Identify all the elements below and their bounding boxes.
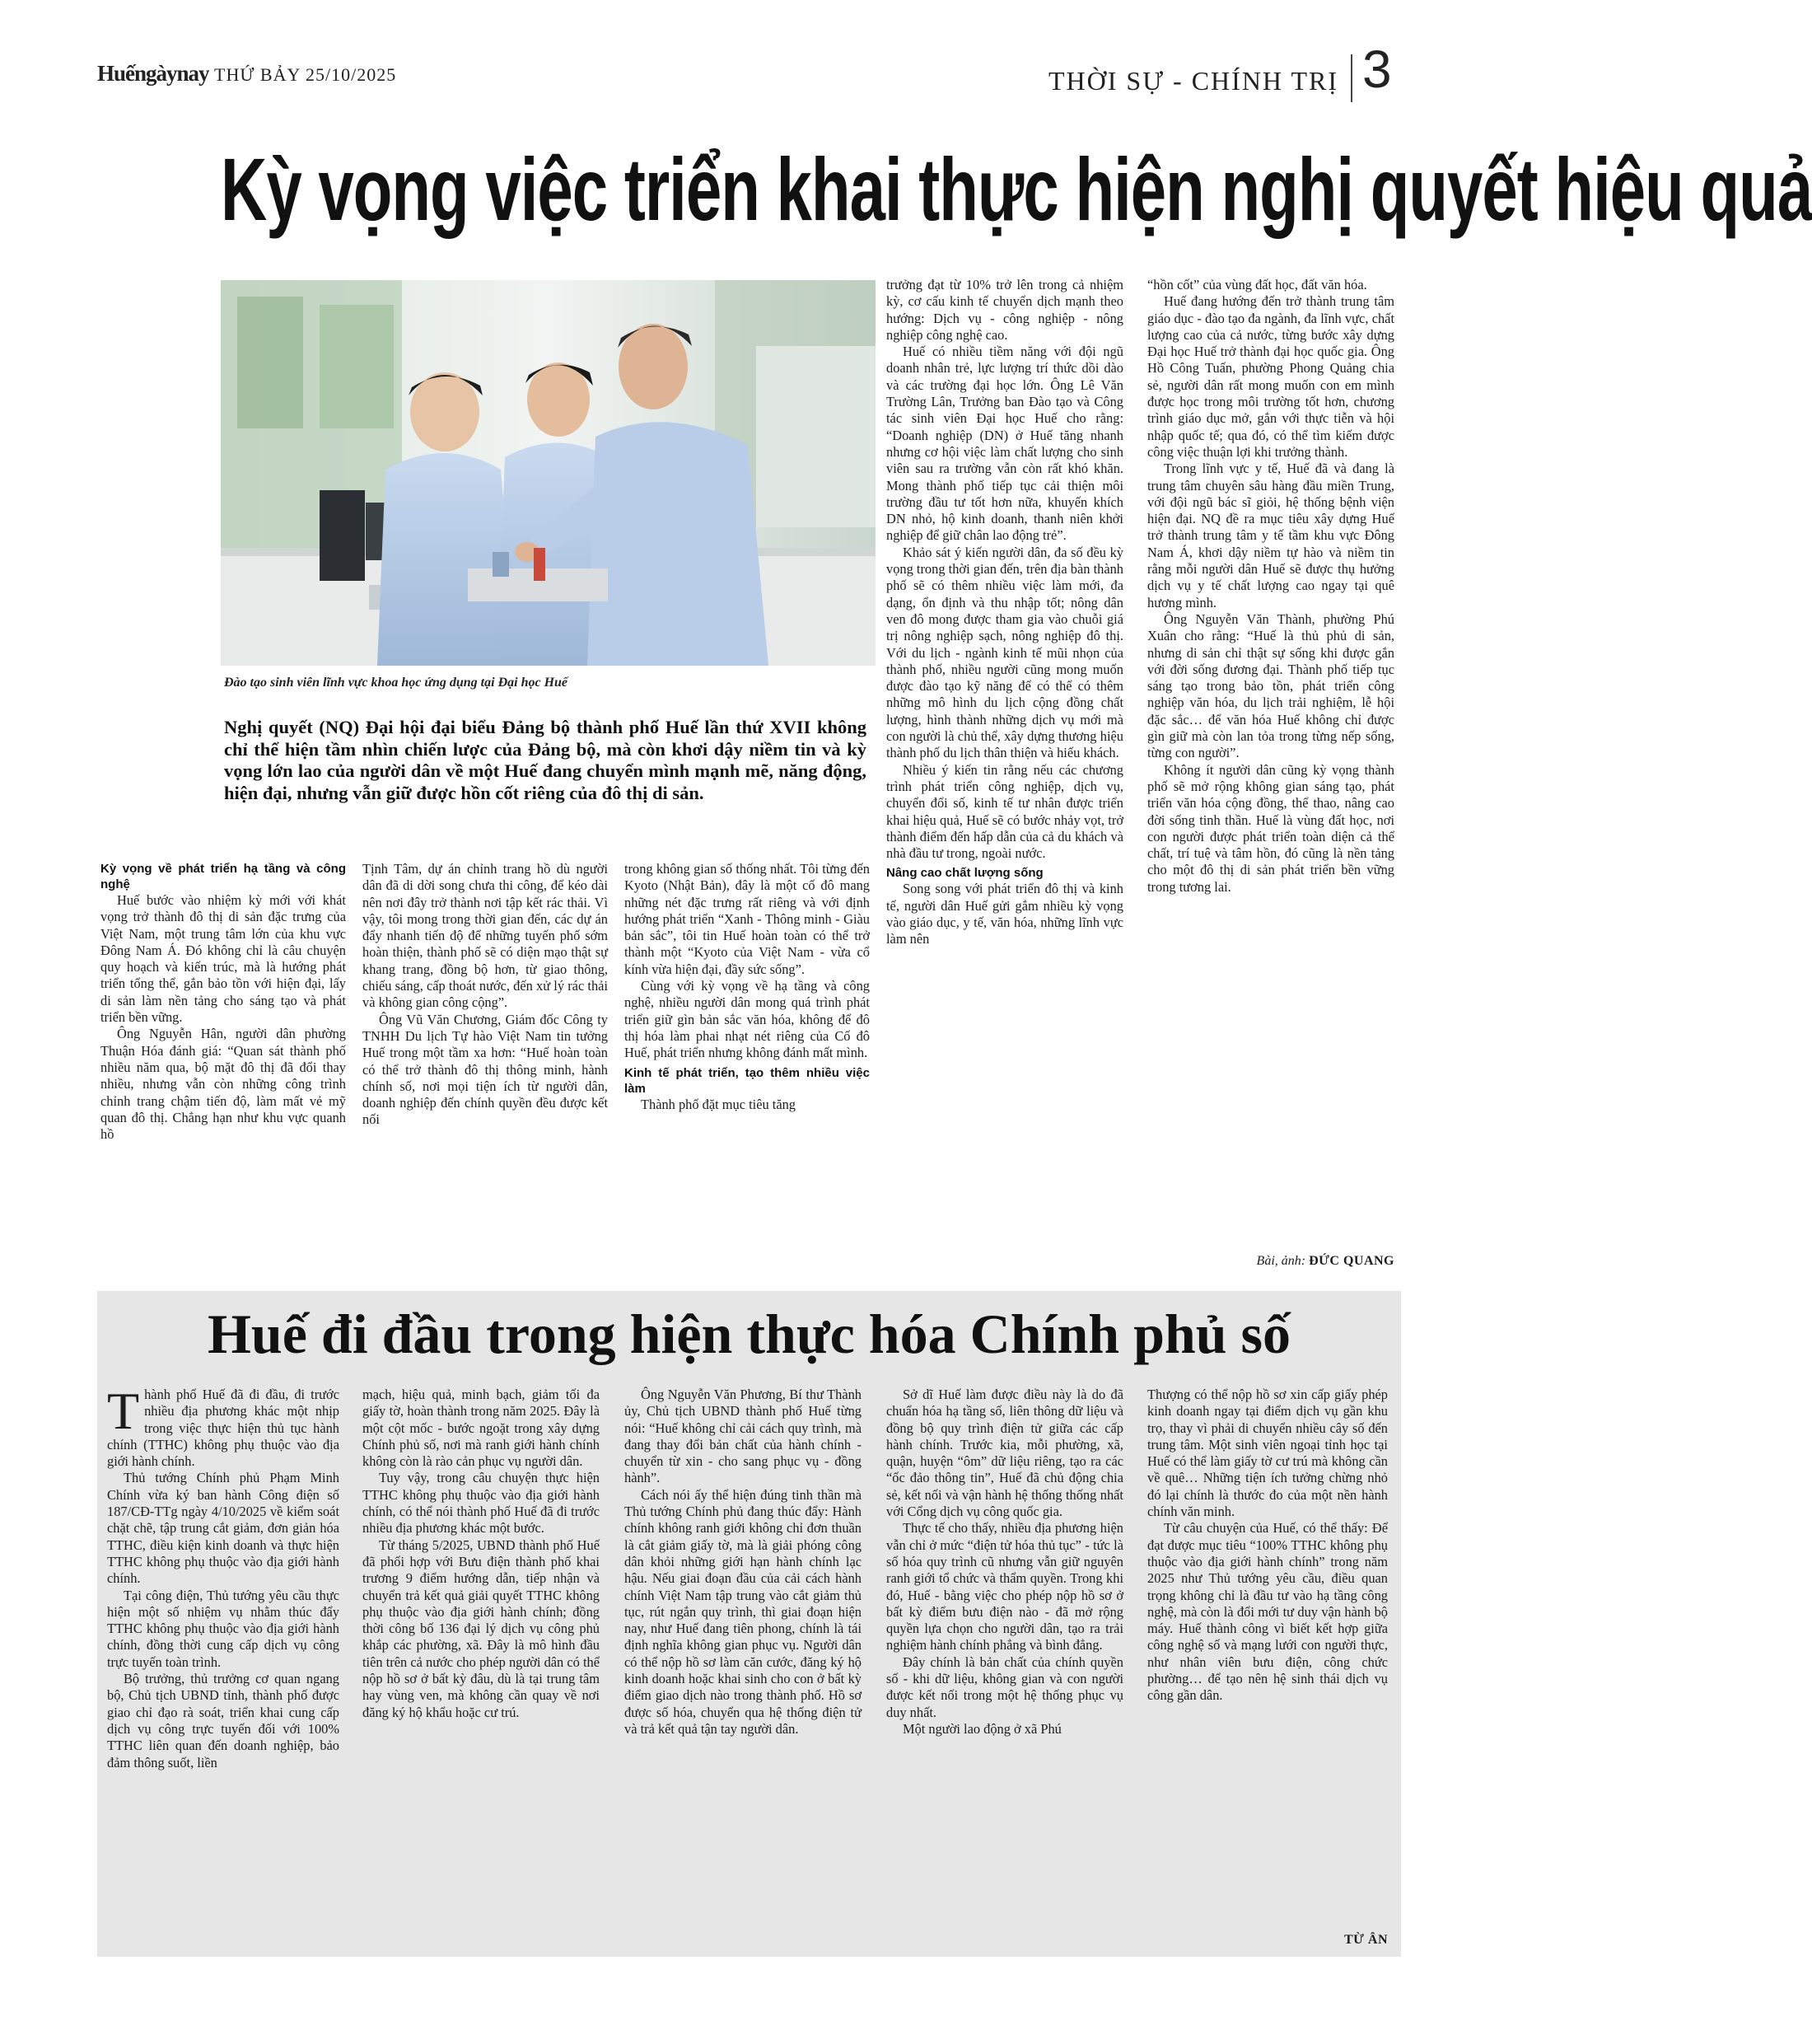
paragraph: Bộ trưởng, thủ trưởng cơ quan ngang bộ, Chủ tịch UBND tỉnh, thành phố được giao chỉ đạo rà soát, triển khai cung cấp dịch vụ công trực tuyến đối với 100% TTHC liên quan đến doanh nghiệp, bảo đảm thông suốt, liền xyxy=(107,1671,339,1770)
article2-headline: Huế đi đầu trong hiện thực hóa Chính phủ số xyxy=(207,1303,1291,1365)
paragraph: Ông Vũ Văn Chương, Giám đốc Công ty TNHH Du lịch Tự hào Việt Nam tin tưởng Huế trong một tầm xa hơn: “Huế hoàn toàn có thể trở thành đô thị thông minh, hành chính số, nơi mọi tiện ích từ người dân, doanh nghiệp đến chính quyền đều được kết nối xyxy=(362,1011,608,1128)
article1-byline xyxy=(1147,1254,1394,1269)
paragraph: Cùng với kỳ vọng về hạ tầng và công nghệ, nhiều người dân mong quá trình phát triển giữ gìn bản sắc văn hóa, không để đô thị hóa làm phai nhạt nét riêng của Cố đô Huế, phát triển nhưng không đánh mất mình. xyxy=(624,978,870,1061)
article1-photo xyxy=(221,280,876,666)
article1-headline: Kỳ vọng việc triển khai thực hiện nghị quyết hiệu quả xyxy=(221,139,1812,240)
paragraph: Tuy vậy, trong câu chuyện thực hiện TTHC không phụ thuộc vào địa giới hành chính, có thể nói thành phố Huế đã đi trước nhiều địa phương khác một bước. xyxy=(362,1470,600,1537)
article2-column-4 xyxy=(886,1387,1123,1738)
paragraph: Từ tháng 5/2025, UBND thành phố Huế đã phối hợp với Bưu điện thành phố khai trương 9 điểm hướng dẫn, tiếp nhận và chuyển trả kết quả giải quyết TTHC không phụ thuộc vào địa giới hành chính; đồng thời công bố 136 đại lý dịch vụ công phủ khắp các phường, xã. Đây là mô hình đầu tiên trên cả nước cho phép người dân có thể nộp hồ sơ ở bất kỳ đâu, dù là tại trung tâm hay vùng ven, mà không cần quay về nơi đăng ký hộ khẩu hoặc cư trú. xyxy=(362,1537,600,1720)
paragraph: Một người lao động ở xã Phú xyxy=(903,1720,1062,1737)
paragraph: trưởng đạt từ 10% trở lên trong cả nhiệm kỳ, cơ cấu kinh tế chuyển dịch mạnh theo hướng: Dịch vụ - công nghiệp - nông nghiệp công nghệ cao. xyxy=(886,277,1123,343)
subhead-quality-of-life: Nâng cao chất lượng sống xyxy=(886,866,1044,881)
article2-column-5 xyxy=(1147,1387,1388,1705)
masthead-logo: Huếngàynay xyxy=(97,61,209,86)
header-divider xyxy=(1351,54,1352,102)
paragraph: Từ câu chuyện của Huế, có thể thấy: Để đạt được mục tiêu “100% TTHC không phụ thuộc vào địa giới hành chính” trong năm 2025 như Thủ tướng yêu cầu, điều quan trọng không chỉ là đầu tư vào hạ tầng công nghệ, mà còn là đổi mới tư duy vận hành bộ máy. Huế thành công vì biết kết hợp giữa công nghệ số và mạng lưới con người thực, như nhân viên bưu điện, công chức phường… để tạo nên hệ sinh thái dịch vụ công gần dân. xyxy=(1147,1520,1388,1704)
issue-date: THỨ BẢY 25/10/2025 xyxy=(214,64,397,85)
article2-column-3 xyxy=(624,1387,862,1738)
paragraph: Huế đang hướng đến trở thành trung tâm giáo dục - đào tạo đa ngành, đa lĩnh vực, chất lượng cao của cả nước, từng bước xây dựng Đại học Huế trở thành đại học quốc gia. Ông Hồ Công Tuấn, phường Phong Quảng chia sẻ, người dân rất mong muốn con em mình được học trong môi trường tốt hơn, chương trình giáo dục mở, gắn với thực tiễn và hội nhập quốc tế; qua đó, có thể tìm kiếm được công việc thuận lợi khi trưởng thành. xyxy=(1147,293,1394,460)
paragraph: Thượng có thể nộp hồ sơ xin cấp giấy phép kinh doanh ngay tại điểm dịch vụ gần khu trọ, thay vì phải di chuyển nhiều cây số đến trung tâm. Một sinh viên ngoại tỉnh học tại Huế có thể làm giấy tờ cư trú mà không cần về quê… Những tiện ích tưởng chừng nhỏ đó lại chính là thước đo của một nền hành chính văn minh. xyxy=(1147,1387,1388,1520)
subhead-economy: Kinh tế phát triển, tạo thêm nhiều việc làm xyxy=(624,1065,870,1096)
paragraph: Huế bước vào nhiệm kỳ mới với khát vọng trở thành đô thị di sản đặc trưng của Việt Nam, một trung tâm lớn của khu vực Đông Nam Á. Đó không chỉ là câu chuyện quy hoạch và kiến trúc, mà là hướng phát triển tổng thể, gắn bảo tồn với hiện đại, lấy di sản làm nền tảng cho sáng tạo và phát triển bền vững. xyxy=(100,892,346,1026)
byline-author: ĐỨC QUANG xyxy=(1309,1254,1394,1268)
article1-column-5 xyxy=(1147,277,1394,896)
article2-column-2 xyxy=(362,1387,600,1721)
paragraph: Ông Nguyễn Hân, người dân phường Thuận Hóa đánh giá: “Quan sát thành phố nhiều năm qua, bộ mặt đô thị đã đổi thay nhiều, nhưng vẫn còn những công trình chỉnh trang chậm tiến độ, làm mất vẻ mỹ quan đô thị. Chẳng hạn như khu vực quanh hồ xyxy=(100,1026,346,1143)
paragraph: Tại công điện, Thủ tướng yêu cầu thực hiện một số nhiệm vụ nhằm thúc đẩy TTHC không phụ thuộc vào địa giới hành chính, đồng thời cung cấp dịch vụ công trực tuyến toàn trình. xyxy=(107,1587,339,1670)
section-title: THỜI SỰ - CHÍNH TRỊ xyxy=(1048,66,1338,96)
article1-column-2 xyxy=(362,861,608,1129)
paragraph: trong không gian số thống nhất. Tôi từng đến Kyoto (Nhật Bản), đây là một cố đô mang những nét đặc trưng rất riêng và với định hướng phát triển “Xanh - Thông minh - Giàu bản sắc”, tôi tin Huế hoàn toàn có thể trở thành một “Kyoto của Việt Nam - vừa cổ kính vừa hiện đại, đầy sức sống”. xyxy=(624,861,870,977)
article1-lede: Nghị quyết (NQ) Đại hội đại biểu Đảng bộ thành phố Huế lần thứ XVII không chỉ thể hiện tầm nhìn chiến lược của Đảng bộ, mà còn khơi dậy niềm tin và kỳ vọng lớn lao của người dân về một Huế đang chuyển mình mạnh mẽ, năng động, hiện đại, nhưng vẫn giữ được hồn cốt riêng của đô thị di sản. xyxy=(224,717,866,803)
paragraph: Ông Nguyễn Văn Phương, Bí thư Thành ủy, Chủ tịch UBND thành phố Huế từng nói: “Huế không chỉ cải cách quy trình, mà đang thay đổi bản chất của hành chính - chuyển từ xin - cho sang phục vụ - đồng hành”. xyxy=(624,1387,862,1486)
paragraph: Trong lĩnh vực y tế, Huế đã và đang là trung tâm chuyên sâu hàng đầu miền Trung, với đội ngũ bác sĩ giỏi, hệ thống bệnh viện hiện đại. NQ đề ra mục tiêu xây dựng Huế trở thành trung tâm y tế tầm khu vực Đông Nam Á, khơi dậy niềm tự hào và niềm tin rằng mỗi người dân Huế sẽ được thụ hưởng dịch vụ y tế chất lượng cao ngay tại quê hương mình. xyxy=(1147,461,1394,610)
paragraph: Tịnh Tâm, dự án chỉnh trang hồ dù người dân đã di dời song chưa thi công, để kéo dài nên nơi đây trở thành nơi tập kết rác thải. Vì vậy, tôi mong trong thời gian đến, các dự án đẩy nhanh tiến độ để những tuyến phố sớm hoàn thiện, thành phố sẽ có diện mạo thật sự khang trang, đồng bộ hơn, từ giao thông, chiếu sáng, cấp thoát nước, đến xử lý rác thải và không gian công cộng”. xyxy=(362,861,608,1011)
article2-byline xyxy=(1147,1933,1388,1948)
paragraph: Không ít người dân cũng kỳ vọng thành phố sẽ mở rộng không gian sáng tạo, phát triển văn hóa cộng đồng, thể thao, nâng cao đời sống tinh thần. Huế là vùng đất học, nơi con người được phát triển toàn diện cả thể chất, trí tuệ và tâm hồn, đó cũng là nền tảng cho một đô thị di sản phát triển bền vững trong tương lai. xyxy=(1147,761,1394,895)
paragraph: Nhiều ý kiến tin rằng nếu các chương trình phát triển công nghiệp, dịch vụ, chuyển đổi số, kinh tế tư nhân được triển khai hiệu quả, Huế sẽ có bước nhảy vọt, trở thành điểm đến hấp dẫn của cả du khách và nhà đầu tư trong, ngoài nước. xyxy=(886,761,1123,862)
byline-label: Bài, ảnh: xyxy=(1256,1254,1306,1268)
paragraph: “hồn cốt” của vùng đất học, đất văn hóa. xyxy=(1147,277,1367,292)
paragraph: Sở dĩ Huế làm được điều này là do đã chuẩn hóa hạ tầng số, liên thông dữ liệu và đồng bộ quy trình điện tử giữa các cấp hành chính. Trước kia, mỗi phường, xã, quận, huyện “ôm” dữ liệu riêng, tạo ra các “ốc đảo thông tin”, Huế đã chủ động chia sẻ, kết nối và vận hành hệ thống thống nhất với Cổng dịch vụ công quốc gia. xyxy=(886,1387,1123,1520)
paragraph: Đây chính là bản chất của chính quyền số - khi dữ liệu, không gian và con người được kết nối trong một hệ thống phục vụ duy nhất. xyxy=(886,1653,1123,1720)
paragraph: Song song với phát triển đô thị và kinh tế, người dân Huế gửi gắm nhiều kỳ vọng vào giáo dục, y tế, văn hóa, những lĩnh vực làm nên xyxy=(886,881,1123,947)
article1-column-4 xyxy=(886,277,1123,948)
paragraph: Cách nói ấy thể hiện đúng tinh thần mà Thủ tướng Chính phủ đang thúc đẩy: Hành chính không ranh giới không chỉ đơn thuần là cắt giảm giấy tờ, mà là giải phóng công dân khỏi những giới hạn hành chính lạc hậu. Nếu giai đoạn đầu của cải cách hành chính Việt Nam tập trung vào cắt giảm thủ tục, rút ngắn quy trình, thì giai đoạn hiện nay, như Huế đang tiên phong, chính là tái định nghĩa không gian phục vụ. Người dân có thể nộp hồ sơ làm căn cước, đăng ký hộ kinh doanh hoặc khai sinh cho con ở bất kỳ điểm giao dịch nào trong thành phố. Hồ sơ được số hóa, chuyển qua hệ thống điện tử và trả kết quả tận tay người dân. xyxy=(624,1486,862,1737)
paragraph: mạch, hiệu quả, minh bạch, giảm tối đa giấy tờ, hoàn thành trong năm 2025. Đây là một cột mốc - bước ngoặt trong xây dựng Chính phủ số, nơi mà ranh giới hành chính không còn là rào cản phục vụ người dân. xyxy=(362,1387,600,1470)
paragraph: Thủ tướng Chính phủ Phạm Minh Chính vừa ký ban hành Công điện số 187/CĐ-TTg ngày 4/10/2025 về kiểm soát chặt chẽ, tập trung cắt giảm, đơn giản hóa TTHC, điều kiện kinh doanh và thực hiện TTHC không phụ thuộc vào địa giới hành chính. xyxy=(107,1470,339,1587)
paragraph: Thành phố Huế đã đi đầu, đi trước nhiều địa phương khác một nhịp trong việc thực hiện thủ tục hành chính (TTHC) không phụ thuộc vào địa giới hành chính. xyxy=(107,1382,339,1470)
paragraph: Khảo sát ý kiến người dân, đa số đều kỳ vọng trong thời gian đến, trên địa bàn thành phố sẽ có thêm nhiều việc làm mới, đa dạng, ổn định và thu nhập tốt; nông dân ven đô mong được tham gia vào chuỗi giá trị nông nghiệp sạch, nông nghiệp đô thị. Với du lịch - ngành kinh tế mũi nhọn của thành phố, nhiều người cũng mong muốn được đào tạo kỹ năng để có thể có thêm những mô hình du lịch cộng đồng chất lượng, hình thành những dịch vụ mới mà con người là chủ thể, xây dựng thương hiệu thành phố du lịch thân thiện và hiếu khách. xyxy=(886,544,1123,761)
paragraph: Thực tế cho thấy, nhiều địa phương hiện vẫn chỉ ở mức “điện tử hóa thủ tục” - tức là số hóa quy trình cũ nhưng vẫn giữ nguyên ranh giới tổ chức và thẩm quyền. Trong khi đó, Huế - bằng việc cho phép nộp hồ sơ ở bất kỳ điểm bưu điện nào - đã mở rộng quyền lựa chọn cho người dân, tạo ra trải nghiệm hành chính phẳng và bình đẳng. xyxy=(886,1520,1123,1653)
paragraph: Ông Nguyễn Văn Thành, phường Phú Xuân cho rằng: “Huế là thủ phủ di sản, nhưng di sản chỉ thật sự sống khi được gắn với đời sống đương đại. Thành phố tiếp tục sáng tạo trong bảo tồn, phát triển công nghiệp văn hóa, du lịch trải nghiệm, lễ hội đặc sắc… để văn hóa Huế không chỉ được gìn giữ mà còn lan tỏa trong từng nếp sống, từng con người”. xyxy=(1147,610,1394,761)
paragraph: Huế có nhiều tiềm năng với đội ngũ doanh nhân trẻ, lực lượng trí thức dồi dào và các trường đại học lớn. Ông Lê Văn Trường Lân, Trưởng ban Đào tạo và Công tác sinh viên Đại học Huế cho rằng: “Doanh nghiệp (DN) ở Huế tăng nhanh nhưng cơ hội việc làm chất lượng cho sinh viên sau ra trường vẫn còn rất khó khăn. Mong thành phố tiếp tục cải thiện môi trường đầu tư tốt hơn nữa, khuyến khích DN nhỏ, hộ kinh doanh, thanh niên khởi nghiệp để giữ chân lao động trẻ”. xyxy=(886,344,1123,544)
drop-cap: T xyxy=(107,1382,140,1440)
article1-column-1 xyxy=(100,861,346,1143)
photo-caption: Đào tạo sinh viên lĩnh vực khoa học ứng dụng tại Đại học Huế xyxy=(224,676,568,690)
subhead-infrastructure: Kỳ vọng về phát triển hạ tầng và công nghệ xyxy=(100,862,346,891)
page-number: 3 xyxy=(1362,40,1392,99)
article2-column-1 xyxy=(107,1382,339,1771)
article1-column-3 xyxy=(624,861,870,1113)
byline-author: TỪ ÂN xyxy=(1343,1933,1388,1947)
paragraph: Thành phố đặt mục tiêu tăng xyxy=(641,1096,796,1112)
